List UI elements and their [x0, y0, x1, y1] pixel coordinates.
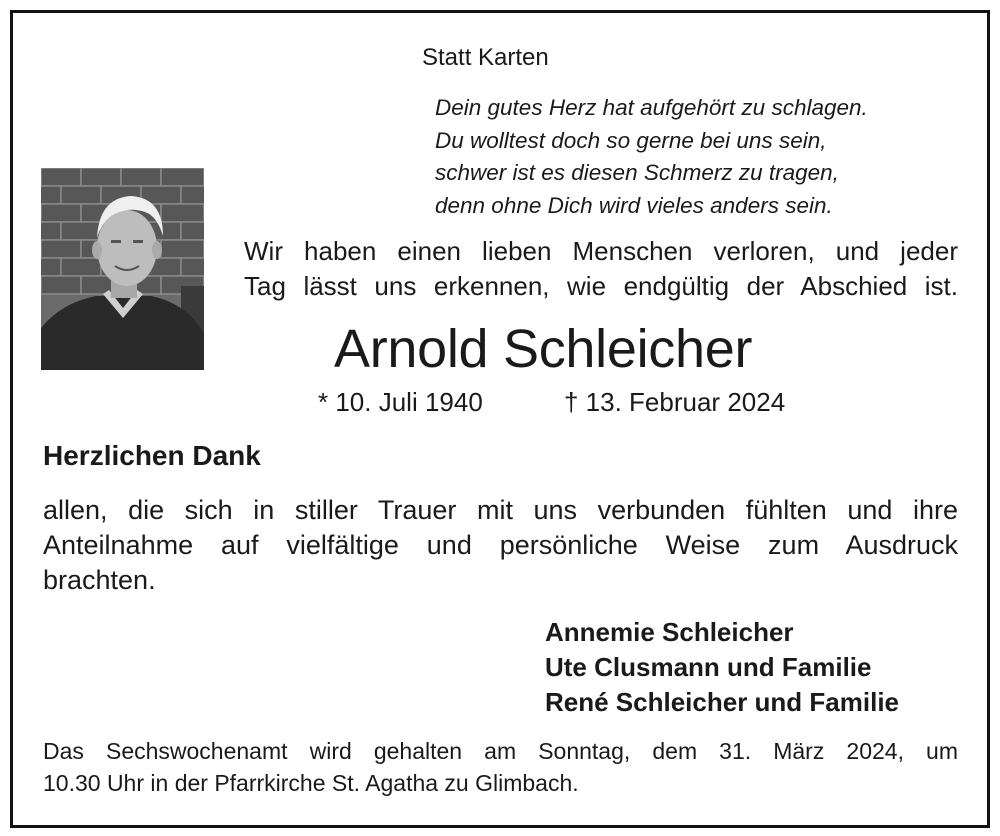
poem-line: denn ohne Dich wird vieles anders sein. [435, 192, 833, 218]
deceased-name: Arnold Schleicher [334, 319, 753, 379]
thanks-line: Anteilnahme auf vielfältige und persönliche Weise zum Ausdruck [43, 530, 958, 560]
thanks-heading: Herzlichen Dank [43, 440, 261, 471]
intro-line: Tag lässt uns erkennen, wie endgültig der Abschied ist. [244, 271, 958, 301]
poem-line: Du wolltest doch so gerne bei uns sein, [435, 127, 827, 153]
family-signatures [545, 615, 899, 720]
death-date: † 13. Februar 2024 [564, 387, 786, 417]
portrait-photo [41, 168, 204, 370]
statt-karten-header: Statt Karten [422, 44, 549, 71]
family-name: Ute Clusmann und Familie [545, 652, 872, 682]
notice-line: 10.30 Uhr in der Pfarrkirche St. Agatha zu Glimbach. [43, 770, 579, 796]
family-name: René Schleicher und Familie [545, 687, 899, 717]
notice-line: Das Sechswochenamt wird gehalten am Sonntag, dem 31. März 2024, um [43, 738, 958, 764]
poem-line: Dein gutes Herz hat aufgehört zu schlagen. [435, 95, 868, 120]
thanks-line: brachten. [43, 565, 156, 595]
poem-line: schwer ist es diesen Schmerz zu tragen, [435, 160, 839, 185]
family-name: Annemie Schleicher [545, 617, 794, 647]
intro-text [244, 234, 958, 304]
thanks-text [43, 493, 958, 598]
intro-line: Wir haben einen lieben Menschen verloren, und jeder [244, 236, 958, 266]
service-notice [43, 735, 958, 799]
poem [435, 92, 868, 222]
thanks-line: allen, die sich in stiller Trauer mit uns verbunden fühlten und ihre [43, 495, 958, 525]
birth-date: * 10. Juli 1940 [318, 387, 483, 417]
